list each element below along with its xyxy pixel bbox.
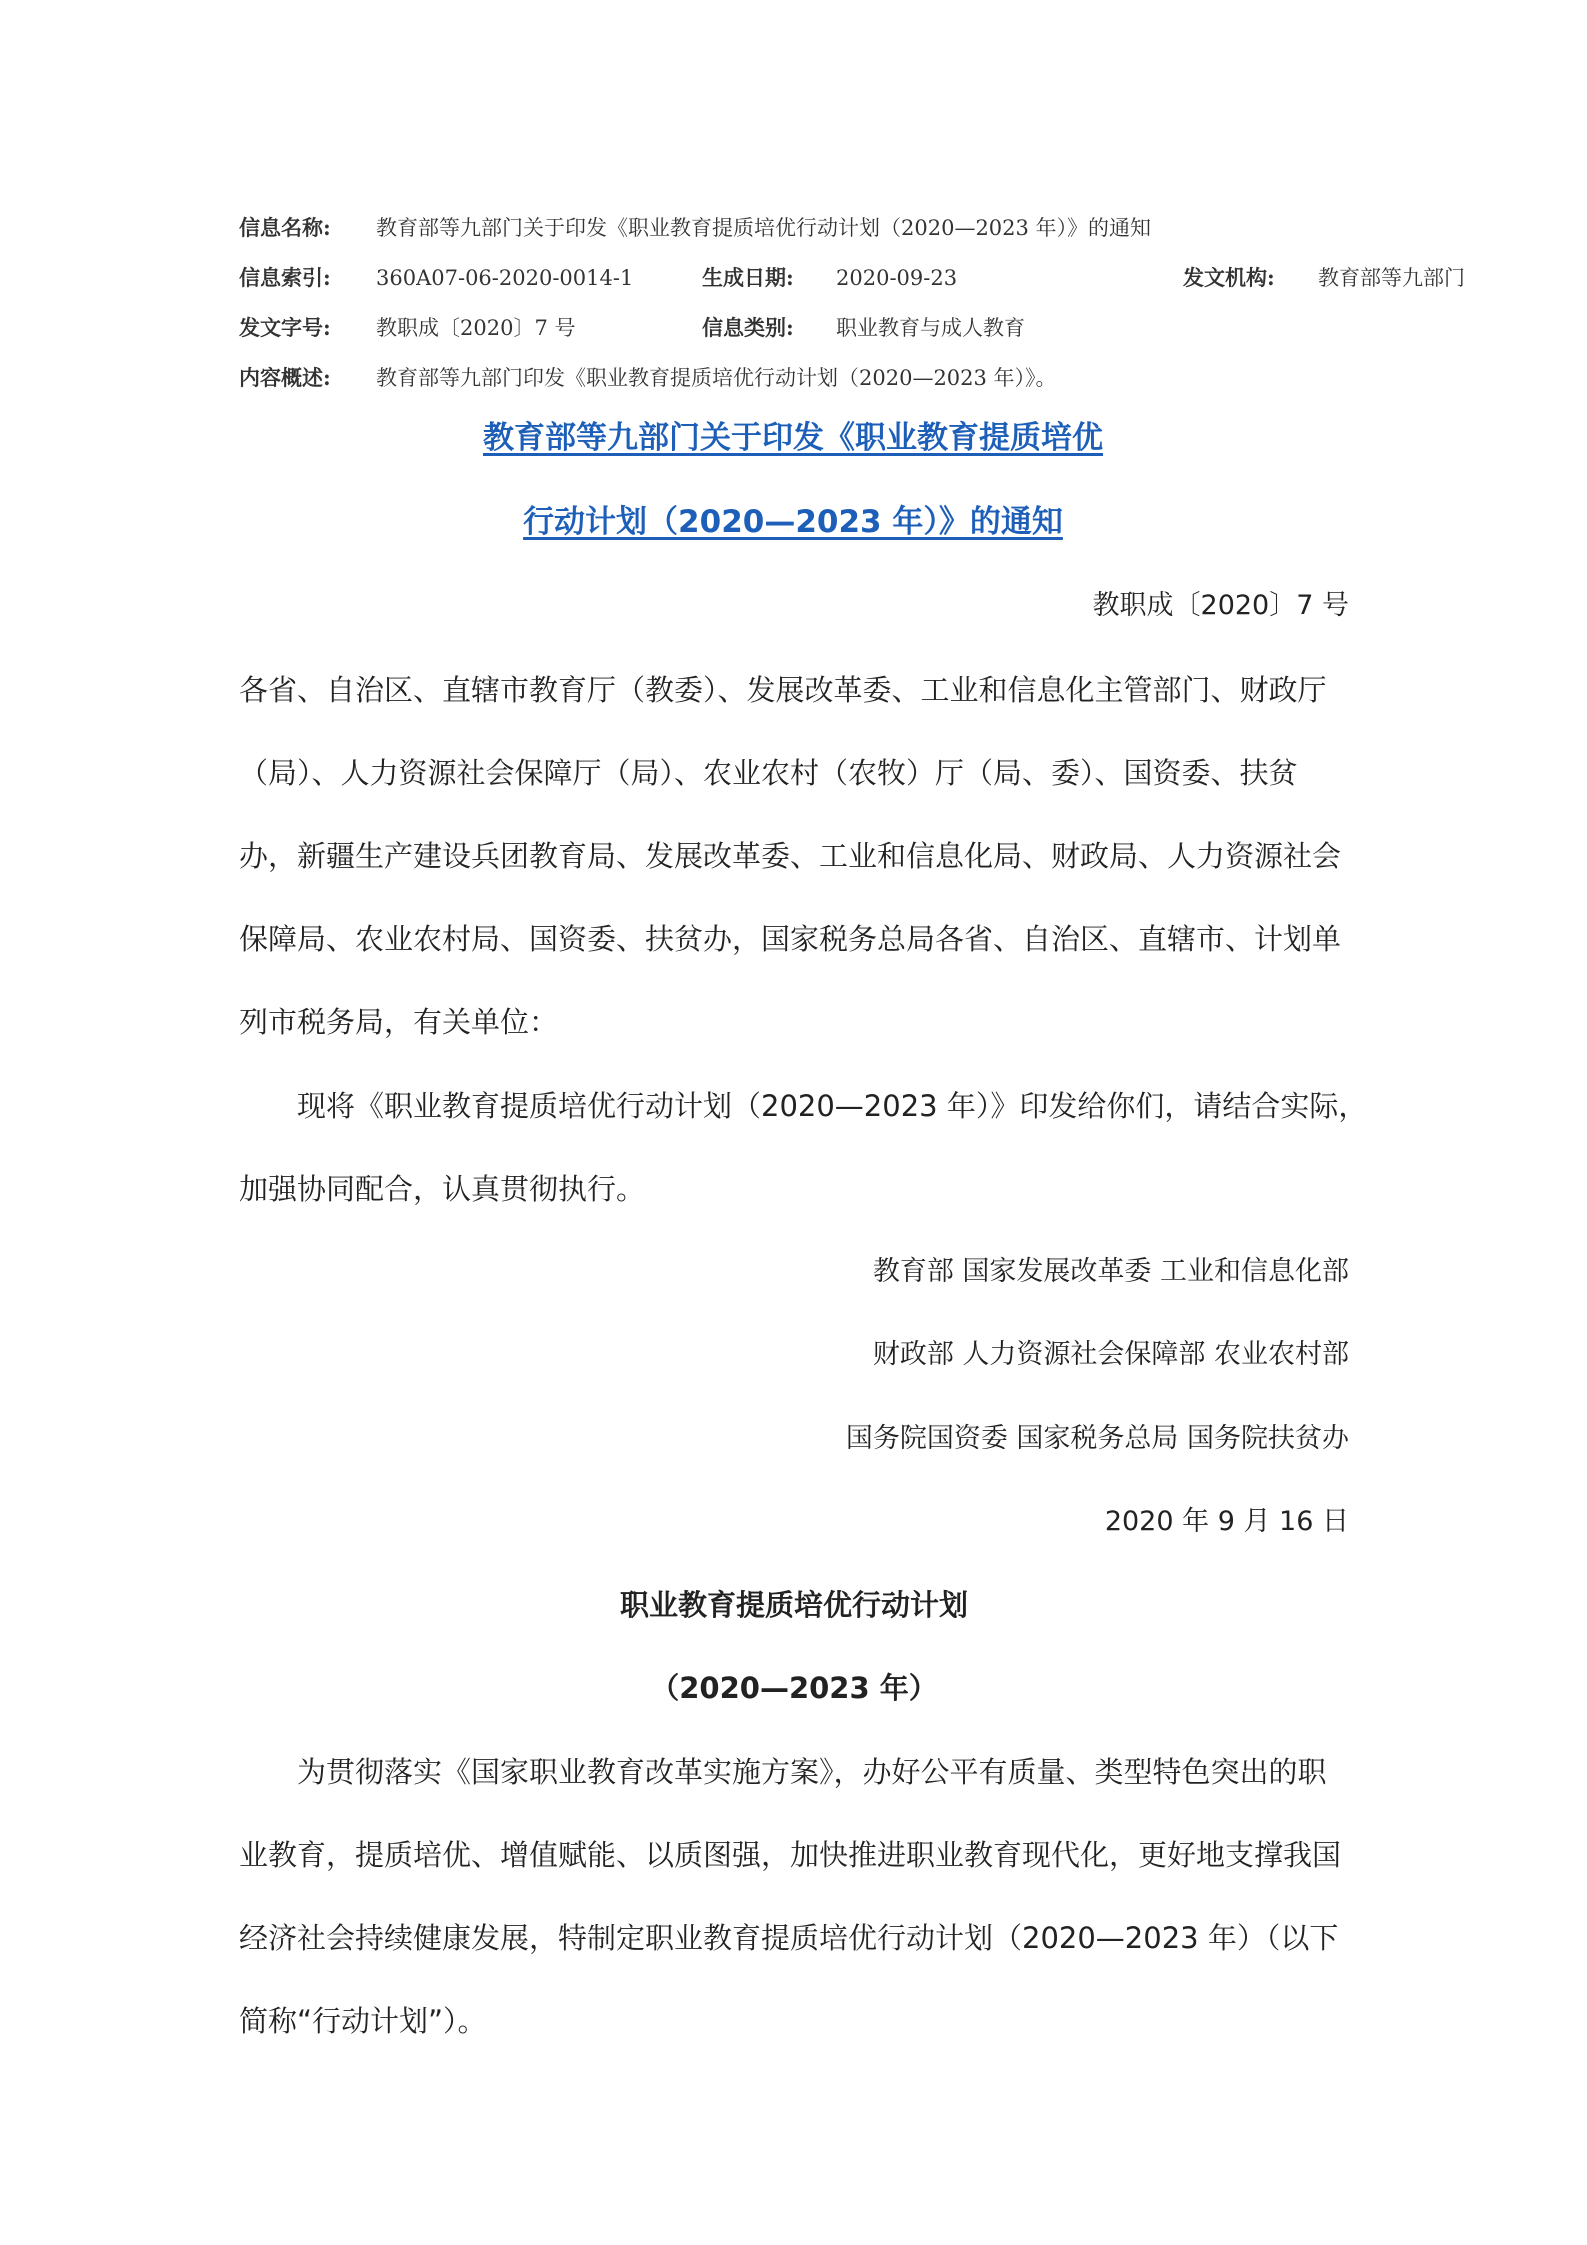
signatory-line: 国务院国资委 国家税务总局 国务院扶贫办 [845, 1423, 1349, 1454]
notice-body-line: 加强协同配合，认真贯彻执行。 [239, 1172, 646, 1206]
addressee-line: 办，新疆生产建设兵团教育局、发展改革委、工业和信息化局、财政局、人力资源社会 [239, 839, 1342, 873]
meta-index-label: 信息索引: [239, 265, 331, 290]
plan-intro-line: 经济社会持续健康发展，特制定职业教育提质培优行动计划（2020—2023 年）（以下 [239, 1921, 1339, 1955]
doc-number: 教职成〔2020〕7 号 [1092, 590, 1349, 621]
plan-title: 职业教育提质培优行动计划 [619, 1588, 968, 1622]
meta-name-value: 教育部等九部门关于印发《职业教育提质培优行动计划（2020—2023 年）》的通知 [376, 216, 1152, 240]
meta-date-value: 2020-09-23 [836, 266, 958, 290]
sign-date: 2020 年 9 月 16 日 [1104, 1506, 1349, 1537]
meta-index-value: 360A07-06-2020-0014-1 [376, 266, 634, 290]
addressee-line: （局）、人力资源社会保障厅（局）、农业农村（农牧）厅（局、委）、国资委、扶贫 [239, 756, 1298, 790]
meta-category-label: 信息类别: [702, 315, 794, 340]
meta-summary-label: 内容概述: [239, 365, 331, 390]
meta-issuer-value: 教育部等九部门 [1318, 266, 1465, 290]
addressee-line: 各省、自治区、直辖市教育厅（教委）、发展改革委、工业和信息化主管部门、财政厅 [239, 673, 1327, 707]
meta-category-value: 职业教育与成人教育 [836, 316, 1025, 340]
addressee-line: 列市税务局，有关单位： [239, 1005, 559, 1039]
plan-subtitle: （2020—2023 年） [650, 1671, 938, 1705]
page-title-line-1[interactable]: 教育部等九部门关于印发《职业教育提质培优 [483, 420, 1103, 456]
meta-row-index [239, 258, 1489, 298]
meta-issuer-label: 发文机构: [1183, 265, 1275, 290]
plan-intro-line: 为贯彻落实《国家职业教育改革实施方案》，办好公平有质量、类型特色突出的职 [297, 1755, 1327, 1789]
addressee-line: 保障局、农业农村局、国资委、扶贫办，国家税务总局各省、自治区、直辖市、计划单 [239, 922, 1342, 956]
meta-row-summary [239, 358, 1349, 398]
plan-intro-line: 业教育，提质培优、增值赋能、以质图强，加快推进职业教育现代化，更好地支撑我国 [239, 1838, 1342, 1872]
plan-intro-line: 简称“行动计划”）。 [239, 2004, 487, 2038]
meta-docno-label: 发文字号: [239, 315, 331, 340]
page-title-line-2[interactable]: 行动计划（2020—2023 年）》的通知 [523, 504, 1063, 540]
meta-name-label: 信息名称: [239, 215, 331, 240]
meta-row-docno [239, 308, 1349, 348]
signatory-line: 财政部 人力资源社会保障部 农业农村部 [872, 1339, 1349, 1370]
notice-body-line: 现将《职业教育提质培优行动计划（2020—2023 年）》印发给你们，请结合实际， [297, 1089, 1368, 1123]
meta-row-name [239, 208, 1349, 248]
signatory-line: 教育部 国家发展改革委 工业和信息化部 [872, 1256, 1349, 1287]
meta-date-label: 生成日期: [702, 265, 794, 290]
meta-docno-value: 教职成〔2020〕7 号 [376, 316, 576, 340]
meta-summary-value: 教育部等九部门印发《职业教育提质培优行动计划（2020—2023 年）》。 [376, 366, 1057, 390]
